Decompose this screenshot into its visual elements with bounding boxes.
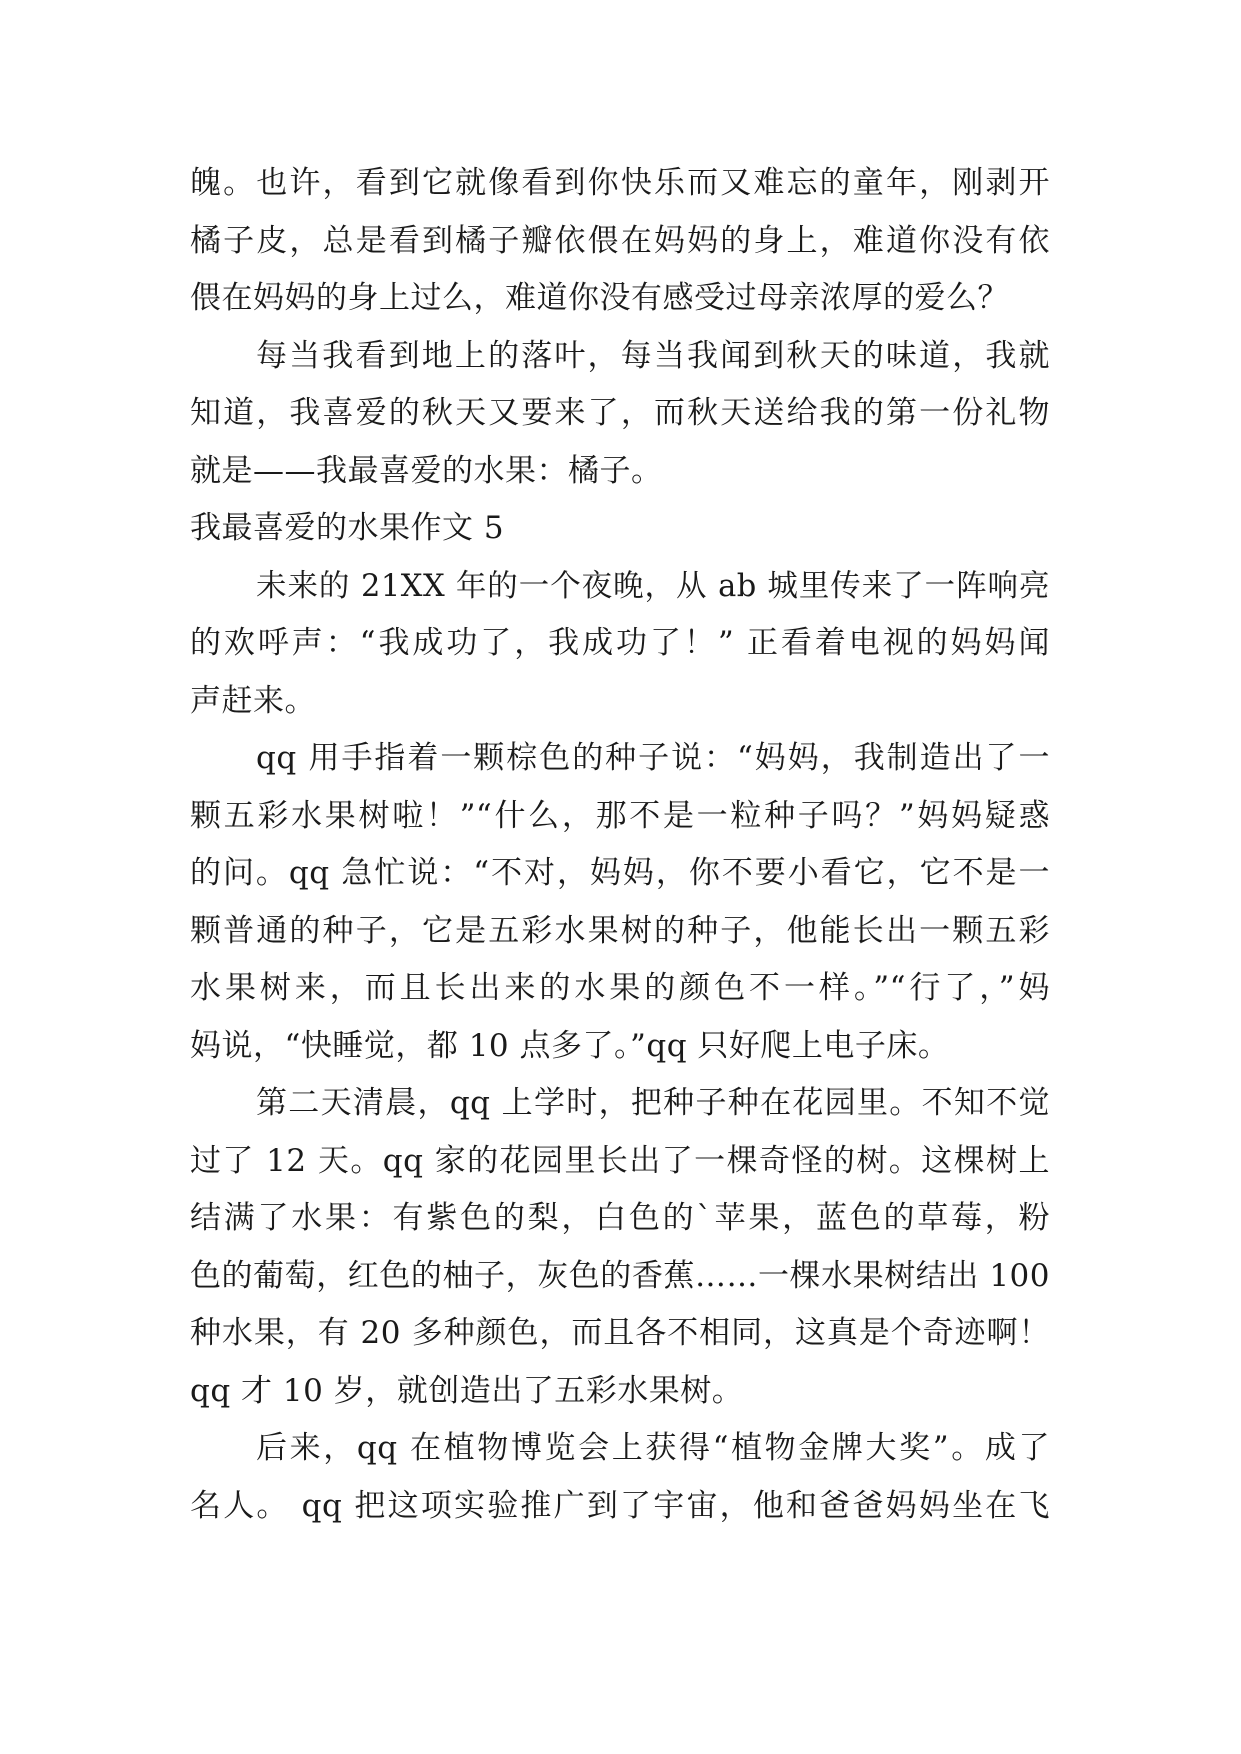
text-line: 知道，我喜爱的秋天又要来了，而秋天送给我的第一份礼物 [190, 395, 1050, 431]
text-line: 的欢呼声：“我成功了，我成功了！” 正看着电视的妈妈闻 [190, 625, 1050, 661]
text-line: 的问。qq 急忙说：“不对，妈妈，你不要小看它，它不是一 [190, 855, 1050, 891]
text-line: 颗五彩水果树啦！”“什么，那不是一粒种子吗？”妈妈疑惑 [190, 797, 1050, 834]
text-line: 妈说，“快睡觉，都 10 点多了。”qq 只好爬上电子床。 [190, 1027, 950, 1064]
text-line: 未来的 21XX 年的一个夜晚，从 ab 城里传来了一阵响亮 [256, 568, 1050, 604]
text-line: 颗普通的种子，它是五彩水果树的种子，他能长出一颗五彩 [190, 912, 1050, 949]
text-line: 水果树来，而且长出来的水果的颜色不一样。”“行了，”妈 [190, 970, 1050, 1006]
text-line: 每当我看到地上的落叶，每当我闻到秋天的味道，我就 [256, 337, 1050, 374]
section-heading: 我最喜爱的水果作文 5 [190, 510, 505, 546]
text-line: 名人。 qq 把这项实验推广到了宇宙，他和爸爸妈妈坐在飞 [190, 1487, 1050, 1524]
text-line: 橘子皮，总是看到橘子瓣依偎在妈妈的身上，难道你没有依 [190, 222, 1050, 259]
text-line: 后来，qq 在植物博览会上获得“植物金牌大奖”。成了 [256, 1430, 1050, 1466]
text-line: 第二天清晨，qq 上学时，把种子种在花园里。不知不觉 [256, 1085, 1050, 1121]
text-line: 色的葡萄，红色的柚子，灰色的香蕉……一棵水果树结出 100 [190, 1257, 1050, 1294]
document-body [190, 155, 1050, 1535]
text-line: qq 才 10 岁，就创造出了五彩水果树。 [190, 1372, 744, 1409]
text-line: 过了 12 天。qq 家的花园里长出了一棵奇怪的树。这棵树上 [190, 1142, 1050, 1179]
text-line: 偎在妈妈的身上过么，难道你没有感受过母亲浓厚的爱么？ [190, 280, 1009, 316]
text-line: 声赶来。 [190, 682, 316, 719]
text-line: qq 用手指着一颗棕色的种子说：“妈妈，我制造出了一 [256, 740, 1050, 776]
text-line: 结满了水果：有紫色的梨，白色的`苹果，蓝色的草莓，粉 [190, 1200, 1050, 1236]
text-line: 种水果，有 20 多种颜色，而且各不相同，这真是个奇迹啊！ [190, 1315, 1050, 1351]
text-line: 就是——我最喜爱的水果：橘子。 [190, 452, 663, 489]
text-line: 魄。也许，看到它就像看到你快乐而又难忘的童年，刚剥开 [190, 165, 1050, 201]
